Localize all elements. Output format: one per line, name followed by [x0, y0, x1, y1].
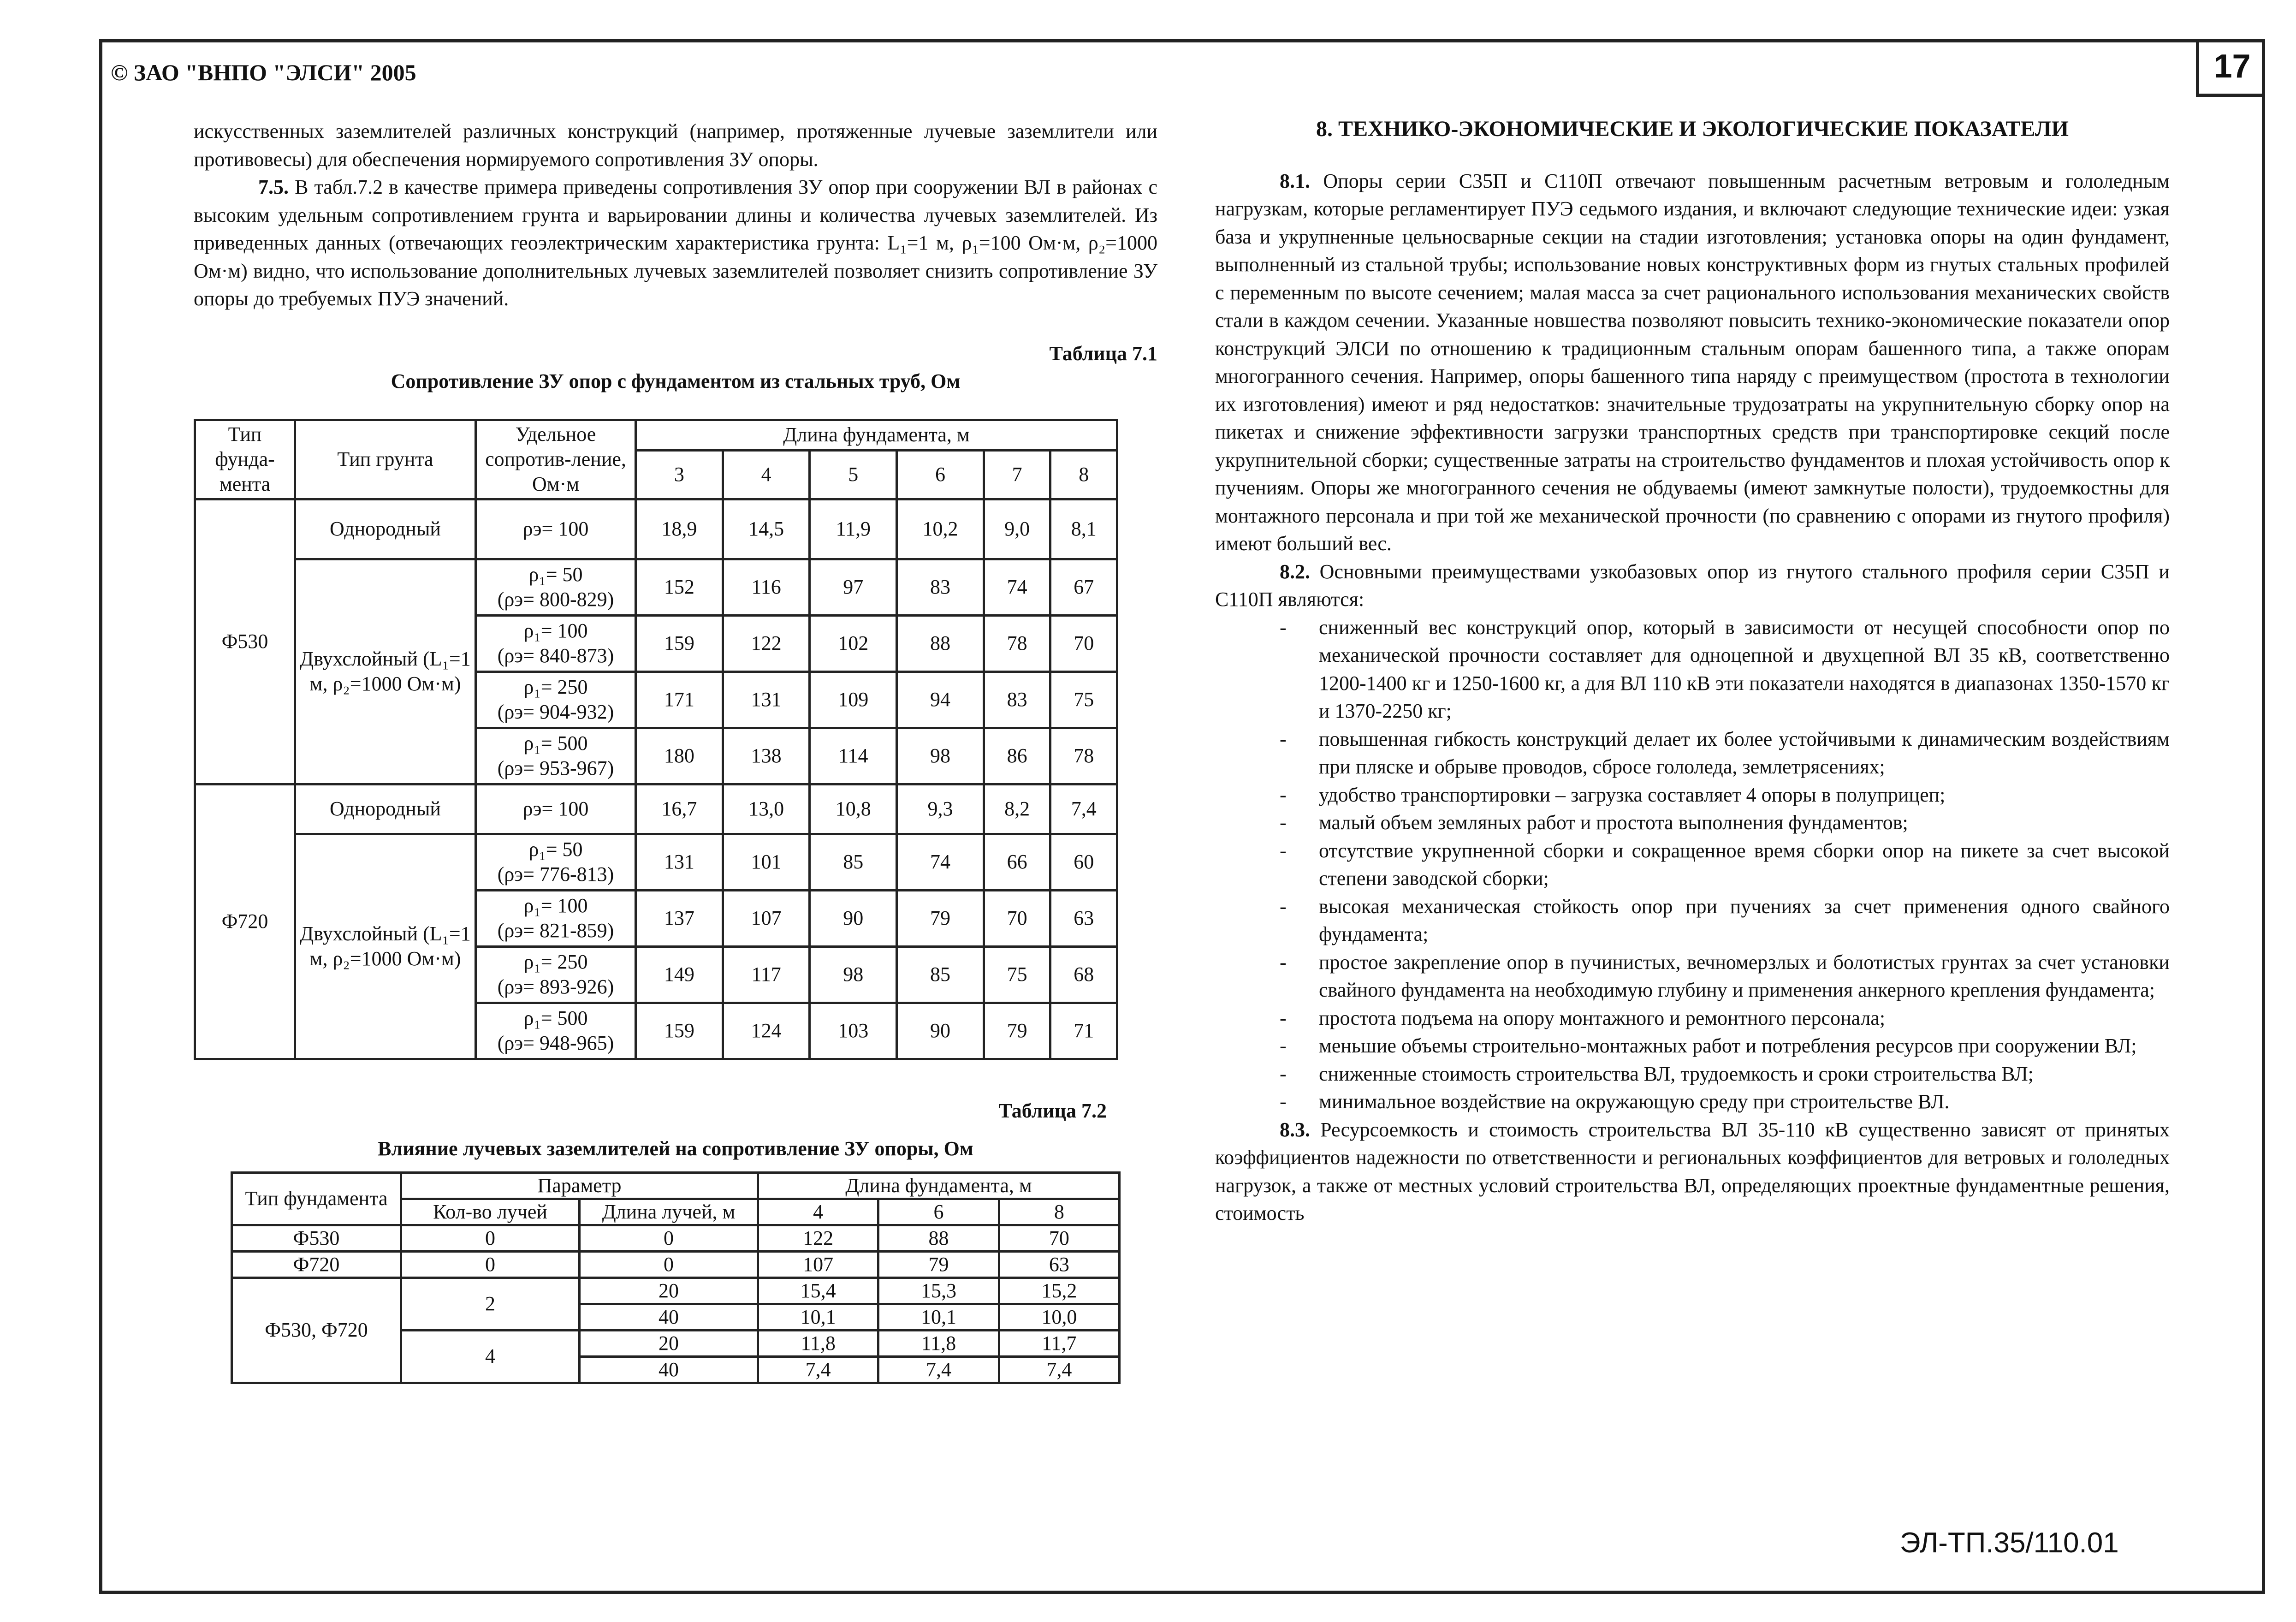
foundation-cell: Ф720 [195, 784, 295, 1059]
value-cell: 79 [897, 890, 984, 946]
value-cell: 78 [1050, 728, 1117, 784]
value-cell: 10,8 [810, 784, 897, 834]
soil-cell: Двухслойный (L₁=1 м, ρ₂=1000 Ом·м) [295, 559, 476, 784]
value-cell: 16,7 [636, 784, 723, 834]
section-number: 8.2. [1280, 560, 1310, 583]
value-cell: 138 [723, 728, 810, 784]
value-cell: 9,0 [984, 499, 1050, 559]
document-code: ЭЛ-ТП.35/110.01 [1900, 1527, 2119, 1559]
value-cell: 90 [897, 1003, 984, 1059]
resistivity-cell: ρ₁= 250 (ρэ= 904-932) [476, 671, 636, 728]
right-column [1215, 115, 2170, 1228]
count-cell: 2 [401, 1277, 580, 1330]
value-cell: 180 [636, 728, 723, 784]
list-item: - простота подъема на опору монтажного и ремонтного персонала; [1319, 1004, 2170, 1033]
value-cell: 74 [897, 834, 984, 890]
list-item: - отсутствие укрупненной сборки и сокращенное время сборки опор на пикете за счет высокой степени заводской сборки; [1319, 837, 2170, 893]
value-cell: 75 [1050, 671, 1117, 728]
value-cell: 101 [723, 834, 810, 890]
length-header: 5 [810, 450, 897, 499]
value-cell: 131 [636, 834, 723, 890]
value-cell: 70 [999, 1225, 1119, 1251]
resistivity-cell: ρ₁= 100 (ρэ= 821-859) [476, 890, 636, 946]
value-cell: 18,9 [636, 499, 723, 559]
value-cell: 122 [758, 1225, 878, 1251]
value-cell: 83 [897, 559, 984, 615]
length-header: 4 [758, 1199, 878, 1225]
list-item: - сниженные стоимость строительства ВЛ, трудоемкость и сроки строительства ВЛ; [1319, 1060, 2170, 1088]
value-cell: 85 [897, 946, 984, 1003]
value-cell: 171 [636, 671, 723, 728]
value-cell: 63 [999, 1251, 1119, 1277]
value-cell: 8,2 [984, 784, 1050, 834]
length-cell: 20 [580, 1330, 758, 1356]
value-cell: 10,1 [878, 1304, 999, 1330]
value-cell: 10,1 [758, 1304, 878, 1330]
value-cell: 15,3 [878, 1277, 999, 1304]
left-column [194, 118, 1157, 1384]
value-cell: 11,7 [999, 1330, 1119, 1356]
resistivity-cell: ρ₁= 50 (ρэ= 776-813) [476, 834, 636, 890]
paragraph: искусственных заземлителей различных конструкций (например, протяженные лучевые заземлители или противовесы) для обеспечения нормируемого сопротивления ЗУ опоры. [194, 120, 1157, 171]
length-header: 7 [984, 450, 1050, 499]
value-cell: 10,2 [897, 499, 984, 559]
paragraph-text: В табл.7.2 в качестве примера приведены сопротивления ЗУ опор при сооружении ВЛ в районах с высоким удельным сопротивлением грунта и варьировании длины и количества лучевых заземлителей. Из приведенных данных (отвечающих геоэлектрическим характеристика грунта: L₁=1 м, ρ₁=100 Ом·м, ρ₂=1000 Ом·м) видно, что использование дополнительных лучевых заземлителей позволяет снизить сопротивление ЗУ опоры до требуемых ПУЭ значений. [194, 176, 1157, 310]
copyright-header: © ЗАО "ВНПО "ЭЛСИ" 2005 [111, 59, 416, 85]
paragraph-8-1 [1215, 167, 2170, 558]
length-cell: 40 [580, 1304, 758, 1330]
value-cell: 116 [723, 559, 810, 615]
resistivity-cell: ρ₁= 250 (ρэ= 893-926) [476, 946, 636, 1003]
col-header-foundation-type: Тип фундамента [232, 1172, 401, 1225]
resistivity-cell: ρ₁= 50 (ρэ= 800-829) [476, 559, 636, 615]
length-cell: 0 [580, 1251, 758, 1277]
table-caption: Влияние лучевых заземлителей на сопротивление ЗУ опоры, Ом [378, 1137, 973, 1160]
soil-cell: Однородный [295, 784, 476, 834]
value-cell: 152 [636, 559, 723, 615]
length-header: 3 [636, 450, 723, 499]
foundation-cell: Ф530 [232, 1225, 401, 1251]
value-cell: 15,2 [999, 1277, 1119, 1304]
value-cell: 14,5 [723, 499, 810, 559]
value-cell: 107 [758, 1251, 878, 1277]
value-cell: 124 [723, 1003, 810, 1059]
length-cell: 40 [580, 1356, 758, 1383]
col-header-foundation-length: Длина фундамента, м [758, 1172, 1120, 1199]
value-cell: 63 [1050, 890, 1117, 946]
advantages-list [1215, 614, 2170, 1116]
value-cell: 90 [810, 890, 897, 946]
value-cell: 71 [1050, 1003, 1117, 1059]
value-cell: 66 [984, 834, 1050, 890]
section-title: 8. ТЕХНИКО-ЭКОНОМИЧЕСКИЕ И ЭКОЛОГИЧЕСКИЕ ПОКАЗАТЕЛИ [1316, 117, 2069, 141]
list-item: - сниженный вес конструкций опор, который в зависимости от несущей способности опор по механической прочности составляет для одноцепной и двухцепной ВЛ 35 кВ, соответственно 1200-1400 кг и 1250-1600 кг, а для ВЛ 110 кВ эти показатели находятся в диапазонах 1350-1570 кг и 1370-2250 кг; [1319, 614, 2170, 725]
foundation-cell: Ф530 [195, 499, 295, 784]
value-cell: 109 [810, 671, 897, 728]
value-cell: 7,4 [758, 1356, 878, 1383]
length-header: 6 [897, 450, 984, 499]
length-header: 8 [1050, 450, 1117, 499]
value-cell: 122 [723, 615, 810, 671]
table-number: Таблица 7.2 [998, 1099, 1107, 1122]
value-cell: 94 [897, 671, 984, 728]
foundation-cell: Ф530, Ф720 [232, 1277, 401, 1383]
length-cell: 20 [580, 1277, 758, 1304]
value-cell: 97 [810, 559, 897, 615]
list-item: - минимальное воздействие на окружающую среду при строительстве ВЛ. [1319, 1088, 2170, 1116]
table-number: Таблица 7.1 [1049, 342, 1157, 365]
value-cell: 78 [984, 615, 1050, 671]
value-cell: 137 [636, 890, 723, 946]
value-cell: 114 [810, 728, 897, 784]
value-cell: 159 [636, 1003, 723, 1059]
value-cell: 7,4 [878, 1356, 999, 1383]
value-cell: 88 [897, 615, 984, 671]
col-header-soil-type: Тип грунта [295, 420, 476, 499]
paragraph-text: Ресурсоемкость и стоимость строительства ВЛ 35-110 кВ существенно зависят от принятых коэффициентов надежности по ответственности и региональных коэффициентов для ветровых и гололедных нагрузок, а также от местных условий строительства ВЛ, определяющих проектные фундаментные решения, стоимость [1215, 1118, 2170, 1224]
value-cell: 8,1 [1050, 499, 1117, 559]
value-cell: 103 [810, 1003, 897, 1059]
table-7-2 [231, 1171, 1121, 1384]
table-7-1 [194, 419, 1118, 1060]
list-item: - повышенная гибкость конструкций делает их более устойчивыми к динамическим воздействиям при пляске и обрыве проводов, сбросе гололеда, землетрясениях; [1319, 725, 2170, 781]
value-cell: 13,0 [723, 784, 810, 834]
value-cell: 11,9 [810, 499, 897, 559]
value-cell: 98 [810, 946, 897, 1003]
value-cell: 98 [897, 728, 984, 784]
list-item: - высокая механическая стойкость опор при пучениях за счет применения одного свайного фундамента; [1319, 893, 2170, 949]
soil-cell: Однородный [295, 499, 476, 559]
value-cell: 75 [984, 946, 1050, 1003]
col-header-parameter: Параметр [401, 1172, 758, 1199]
value-cell: 7,4 [999, 1356, 1119, 1383]
col-header-ray-length: Длина лучей, м [580, 1199, 758, 1225]
value-cell: 60 [1050, 834, 1117, 890]
value-cell: 131 [723, 671, 810, 728]
value-cell: 107 [723, 890, 810, 946]
col-header-resistivity: Удельное сопротив-ление, Ом·м [476, 420, 636, 499]
value-cell: 85 [810, 834, 897, 890]
value-cell: 10,0 [999, 1304, 1119, 1330]
list-item: - удобство транспортировки – загрузка составляет 4 опоры в полуприцеп; [1319, 781, 2170, 809]
list-item: - меньшие объемы строительно-монтажных работ и потребления ресурсов при сооружении ВЛ; [1319, 1032, 2170, 1060]
list-item: - простое закрепление опор в пучинистых, вечномерзлых и болотистых грунтах за счет установки свайного фундамента на необходимую глубину и применения анкерного крепления фундамента; [1319, 949, 2170, 1004]
length-header: 4 [723, 450, 810, 499]
value-cell: 149 [636, 946, 723, 1003]
value-cell: 70 [984, 890, 1050, 946]
resistivity-cell: ρ₁= 100 (ρэ= 840-873) [476, 615, 636, 671]
count-cell: 4 [401, 1330, 580, 1383]
soil-cell: Двухслойный (L₁=1 м, ρ₂=1000 Ом·м) [295, 834, 476, 1059]
paragraph-8-2 [1215, 558, 2170, 614]
value-cell: 79 [984, 1003, 1050, 1059]
foundation-cell: Ф720 [232, 1251, 401, 1277]
page-number: 17 [2196, 39, 2265, 97]
col-header-foundation-type: Тип фунда-мента [195, 420, 295, 499]
section-number: 7.5. [258, 176, 289, 198]
value-cell: 88 [878, 1225, 999, 1251]
resistivity-cell: ρэ= 100 [476, 784, 636, 834]
table-caption: Сопротивление ЗУ опор с фундаментом из стальных труб, Ом [391, 370, 961, 392]
value-cell: 11,8 [878, 1330, 999, 1356]
resistivity-cell: ρ₁= 500 (ρэ= 948-965) [476, 1003, 636, 1059]
value-cell: 102 [810, 615, 897, 671]
value-cell: 11,8 [758, 1330, 878, 1356]
length-cell: 0 [580, 1225, 758, 1251]
paragraph-8-3 [1215, 1116, 2170, 1228]
value-cell: 117 [723, 946, 810, 1003]
col-header-ray-count: Кол-во лучей [401, 1199, 580, 1225]
value-cell: 9,3 [897, 784, 984, 834]
count-cell: 0 [401, 1251, 580, 1277]
value-cell: 15,4 [758, 1277, 878, 1304]
value-cell: 79 [878, 1251, 999, 1277]
resistivity-cell: ρэ= 100 [476, 499, 636, 559]
value-cell: 67 [1050, 559, 1117, 615]
value-cell: 68 [1050, 946, 1117, 1003]
section-number: 8.1. [1280, 169, 1310, 192]
value-cell: 74 [984, 559, 1050, 615]
value-cell: 70 [1050, 615, 1117, 671]
value-cell: 159 [636, 615, 723, 671]
length-header: 6 [878, 1199, 999, 1225]
paragraph-text: Опоры серии С35П и С110П отвечают повышенным расчетным ветровым и гололедным нагрузкам, которые регламентирует ПУЭ седьмого издания, и включают следующие технические идеи: узкая база и укрупненные цельносварные секции на стадии изготовления; установка опоры на один фундамент, выполненный из стальной трубы; использование новых конструктивных форм из гнутых стальных профилей с переменным по высоте сечением; малая масса за счет рационального использования механических свойств стали в каждом сечении. Указанные новшества позволяют повысить технико-экономические показатели опор конструкций ЭЛСИ по отношению к традиционным стальным опорам башенного типа, а также опорам многогранного сечения. Например, опоры башенного типа наряду с преимуществом (простота в технологии их изготовления) имеют и ряд недостатков: значительные трудозатраты на укрупнительную сборку опор на пикетах и снижение эффективности загрузки транспортных средств при транспортировке секций после укрупнительной сборки; существенные затраты на строительство фундаментов и плохая устойчивость опор к пучениям. Опоры же многогранного сечения не обдуваемы (имеют замкнутые полости), трудоемкостны для монтажного персонала и при той же механической прочности (по сравнению с опорами из гнутого профиля) имеют больший вес. [1215, 169, 2170, 555]
col-header-length: Длина фундамента, м [636, 420, 1117, 450]
value-cell: 86 [984, 728, 1050, 784]
paragraph-text: Основными преимуществами узкобазовых опор из гнутого стального профиля серии С35П и С110П являются: [1215, 560, 2170, 611]
resistivity-cell: ρ₁= 500 (ρэ= 953-967) [476, 728, 636, 784]
list-item: - малый объем земляных работ и простота выполнения фундаментов; [1319, 809, 2170, 837]
paragraph-7-5 [194, 173, 1157, 313]
value-cell: 83 [984, 671, 1050, 728]
value-cell: 7,4 [1050, 784, 1117, 834]
length-header: 8 [999, 1199, 1119, 1225]
section-number: 8.3. [1280, 1118, 1310, 1141]
count-cell: 0 [401, 1225, 580, 1251]
